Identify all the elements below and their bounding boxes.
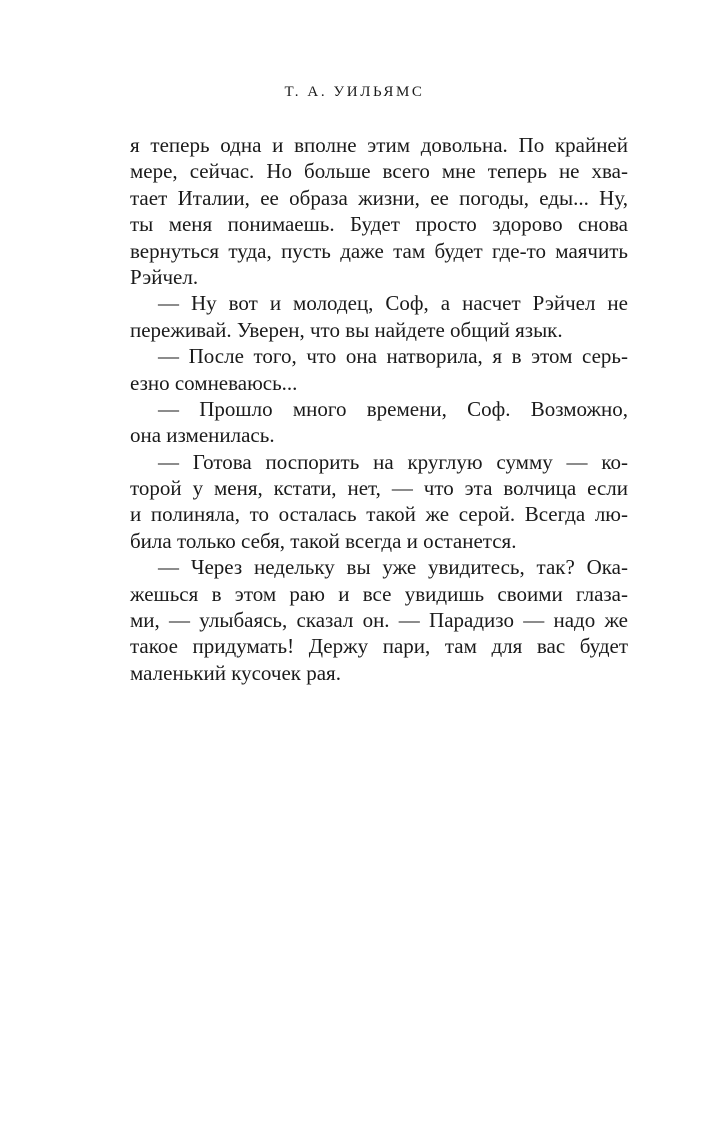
text-line: езно сомневаюсь...	[130, 370, 298, 395]
text-line: торой у меня, кстати, нет, — что эта волчица если	[130, 476, 628, 501]
text-line: жешься в этом раю и все увидишь своими глаза-	[130, 581, 628, 606]
text-line: — Ну вот и молодец, Соф, а насчет Рэйчел не	[158, 291, 628, 316]
text-line: — После того, что она натворила, я в этом серь-	[158, 344, 628, 369]
text-line: вернуться туда, пусть даже там будет где-то маячить	[130, 238, 628, 263]
text-line: переживай. Уверен, что вы найдете общий язык.	[130, 317, 563, 342]
text-line: била только себя, такой всегда и останется.	[130, 528, 517, 553]
text-line: — Готова поспорить на круглую сумму — ко-	[158, 449, 628, 474]
text-line: — Прошло много времени, Соф. Возможно,	[158, 396, 628, 421]
text-line: ты меня понимаешь. Будет просто здорово снова	[130, 212, 628, 237]
running-head-author: Т. А. УИЛЬЯМС	[284, 84, 425, 100]
text-line: она изменилась.	[130, 423, 275, 448]
body-text	[130, 132, 628, 686]
text-line: и полиняла, то осталась такой же серой. Всегда лю-	[130, 502, 628, 527]
text-line: маленький кусочек рая.	[130, 660, 341, 685]
text-line: такое придумать! Держу пари, там для вас будет	[130, 634, 628, 659]
text-line: мере, сейчас. Но больше всего мне теперь не хва-	[130, 159, 628, 184]
text-line: Рэйчел.	[130, 264, 199, 289]
text-line: тает Италии, ее образа жизни, ее погоды, еды... Ну,	[130, 185, 628, 210]
text-line: — Через недельку вы уже увидитесь, так? Ока-	[158, 555, 628, 580]
text-line: ми, — улыбаясь, сказал он. — Парадизо — надо же	[130, 608, 628, 633]
text-line: я теперь одна и вполне этим довольна. По крайней	[130, 133, 628, 157]
